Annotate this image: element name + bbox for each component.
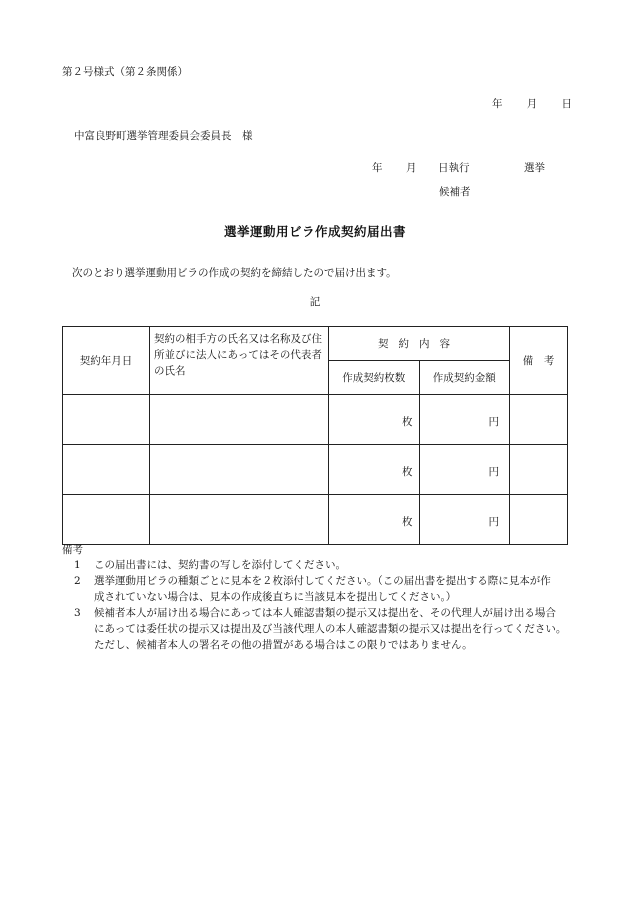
note-item-3-cont: ただし、候補者本人の署名その他の措置がある場合はこの限りではありません。	[94, 639, 473, 651]
header-remarks: 備 考	[510, 327, 568, 395]
ki-label: 記	[309, 296, 321, 308]
notes-title: 備考	[62, 544, 83, 556]
remarks-cell[interactable]	[510, 445, 568, 495]
amount-cell[interactable]: 円	[419, 445, 510, 495]
quantity-cell[interactable]: 枚	[329, 395, 420, 445]
header-quantity: 作成契約枚数	[329, 361, 420, 395]
date-cell[interactable]	[63, 395, 150, 445]
party-cell[interactable]	[150, 445, 329, 495]
party-cell[interactable]	[150, 395, 329, 445]
note-number: 2	[74, 575, 81, 587]
year-label: 年	[492, 98, 503, 110]
date-cell[interactable]	[63, 445, 150, 495]
note-number: 3	[74, 607, 81, 619]
note-item-2-cont: 成されていない場合は、見本の作成後直ちに当該見本を提出してください。）	[94, 591, 457, 603]
remarks-cell[interactable]	[510, 495, 568, 545]
exec-month-label: 月	[406, 162, 417, 174]
note-item-2	[74, 573, 551, 589]
note-item-3	[74, 605, 556, 621]
table-row	[63, 495, 568, 545]
quantity-cell[interactable]: 枚	[329, 495, 420, 545]
amount-cell[interactable]: 円	[419, 495, 510, 545]
intro-text: 次のとおり選挙運動用ビラの作成の契約を締結したので届け出ます。	[72, 267, 397, 279]
amount-cell[interactable]: 円	[419, 395, 510, 445]
contract-table	[62, 326, 568, 545]
header-contract-date: 契約年月日	[63, 327, 150, 395]
candidate-label: 候補者	[439, 186, 471, 198]
header-contract-party: 契約の相手方の氏名又は名称及び住所並びに法人にあってはその代表者の氏名	[150, 327, 329, 395]
note-item-3-cont: にあっては委任状の提示又は提出及び当該代理人の本人確認書類の提示又は提出を行ってください。	[94, 623, 567, 635]
submission-date	[492, 96, 572, 111]
header-contract-content: 契約内容	[329, 327, 510, 361]
header-amount: 作成契約金額	[419, 361, 510, 395]
exec-year-label: 年	[372, 162, 383, 174]
remarks-cell[interactable]	[510, 395, 568, 445]
note-text: この届出書には、契約書の写しを添付してください。	[94, 559, 346, 571]
note-item-1	[74, 557, 346, 573]
note-text: 候補者本人が届け出る場合にあっては本人確認書類の提示又は提出を、その代理人が届け出る場合	[94, 607, 556, 619]
note-number: 1	[74, 559, 81, 571]
party-cell[interactable]	[150, 495, 329, 545]
date-cell[interactable]	[63, 495, 150, 545]
quantity-cell[interactable]: 枚	[329, 445, 420, 495]
exec-day-label: 日執行	[438, 162, 470, 174]
form-number-label: 第２号様式（第２条関係）	[62, 66, 188, 78]
table-row	[63, 445, 568, 495]
note-text: 選挙運動用ビラの種類ごとに見本を２枚添付してください。（この届出書を提出する際に見本が作	[94, 575, 551, 587]
addressee: 中富良野町選挙管理委員会委員長 様	[74, 130, 253, 142]
document-title: 選挙運動用ビラ作成契約届出書	[223, 224, 406, 239]
table-row	[63, 395, 568, 445]
day-label: 日	[561, 98, 572, 110]
month-label: 月	[526, 98, 538, 110]
election-label: 選挙	[524, 162, 545, 174]
